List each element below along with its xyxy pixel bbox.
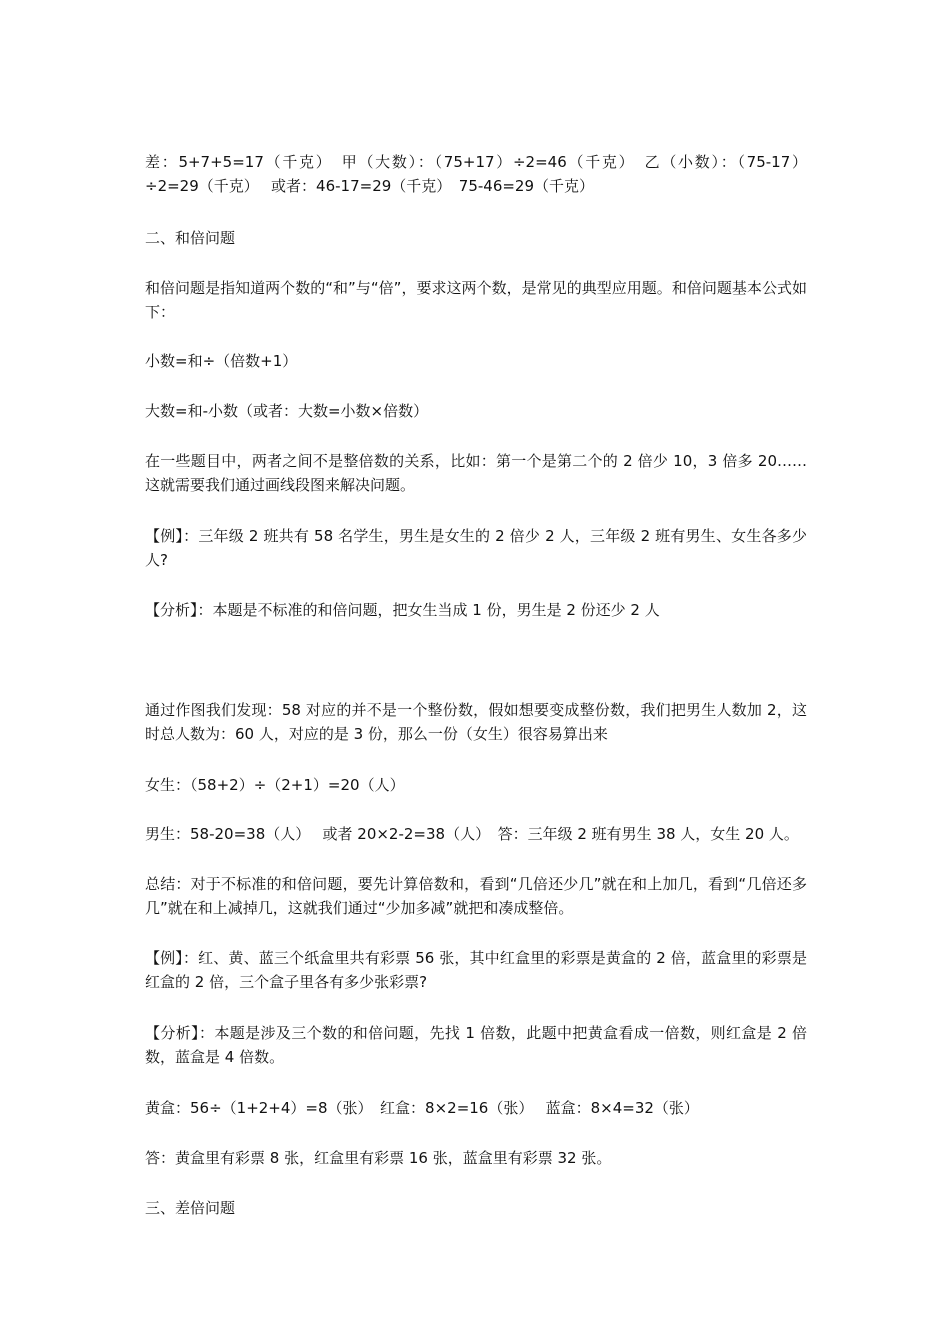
analysis-2: 【分析】：本题是涉及三个数的和倍问题，先找 1 倍数，此题中把黄盒看成一倍数，则红盒是 2 倍数，蓝盒是 4 倍数。 — [145, 1024, 807, 1066]
section-heading-sum-multiple: 二、和倍问题 — [145, 229, 236, 247]
answer-boxes: 答：黄盒里有彩票 8 张，红盒里有彩票 16 张，蓝盒里有彩票 32 张。 — [145, 1149, 612, 1167]
calc-boxes: 黄盒：56÷（1+2+4）=8（张） 红盒：8×2=16（张） 蓝盒：8×4=32（张） — [145, 1099, 699, 1117]
summary: 总结：对于不标准的和倍问题，要先计算倍数和，看到“几倍还少几”就在和上加几，看到“几倍还多几”就在和上减掉几，这就我们通过“少加多减”就把和凑成整倍。 — [145, 875, 807, 917]
section-heading-difference-multiple: 三、差倍问题 — [145, 1199, 236, 1217]
calc-girls: 女生：（58+2）÷（2+1）=20（人） — [145, 776, 405, 794]
example-2: 【例】：红、黄、蓝三个纸盒里共有彩票 56 张，其中红盒里的彩票是黄盒的 2 倍，蓝盒里的彩票是红盒的 2 倍，三个盒子里各有多少张彩票? — [145, 949, 807, 991]
paragraph-diagram-finding: 通过作图我们发现：58 对应的并不是一个整份数，假如想要变成整份数，我们把男生人数加 2，这时总人数为：60 人，对应的是 3 份，那么一份（女生）很容易算出来 — [145, 701, 807, 743]
paragraph-non-integer-multiple: 在一些题目中，两者之间不是整倍数的关系，比如：第一个是第二个的 2 倍少 10，3 倍多 20……这就需要我们通过画线段图来解决问题。 — [145, 452, 807, 494]
analysis-1: 【分析】：本题是不标准的和倍问题，把女生当成 1 份，男生是 2 份还少 2 人 — [145, 601, 660, 619]
formula-small-number: 小数=和÷（倍数+1） — [145, 352, 298, 370]
paragraph-difference-calc: 差：5+7+5=17（千克） 甲（大数）：（75+17）÷2=46（千克） 乙（小数）：（75-17）÷2=29（千克） 或者：46-17=29（千克） 75-46=29（千克） — [145, 153, 807, 195]
example-1: 【例】：三年级 2 班共有 58 名学生，男生是女生的 2 倍少 2 人，三年级 2 班有男生、女生各多少人? — [145, 527, 807, 569]
calc-boys-answer: 男生：58-20=38（人） 或者 20×2-2=38（人） 答：三年级 2 班有男生 38 人，女生 20 人。 — [145, 825, 799, 843]
paragraph-definition: 和倍问题是指知道两个数的“和”与“倍”，要求这两个数，是常见的典型应用题。和倍问题基本公式如下： — [145, 279, 807, 321]
formula-large-number: 大数=和-小数（或者：大数=小数×倍数） — [145, 402, 429, 420]
